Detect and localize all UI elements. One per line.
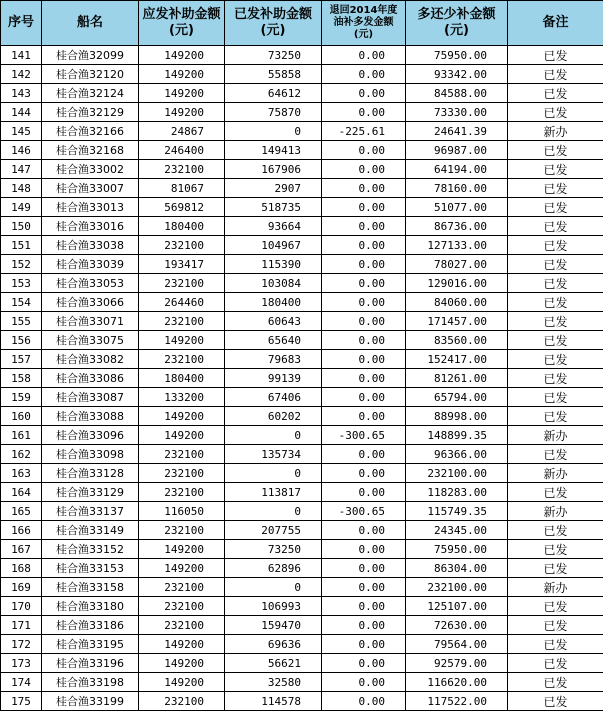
cell-index: 141 — [1, 46, 42, 65]
cell-balance: 86304.00 — [406, 559, 508, 578]
table-row — [1, 597, 603, 616]
cell-index: 154 — [1, 293, 42, 312]
cell-paid-subsidy: 55858 — [225, 65, 322, 84]
cell-due-subsidy: 232100 — [139, 483, 225, 502]
cell-paid-subsidy: 0 — [225, 464, 322, 483]
cell-note: 已发 — [508, 179, 603, 198]
cell-due-subsidy: 232100 — [139, 692, 225, 711]
cell-paid-subsidy: 114578 — [225, 692, 322, 711]
cell-note: 已发 — [508, 160, 603, 179]
cell-due-subsidy: 193417 — [139, 255, 225, 274]
header-refund-2014: 退回2014年度 油补多发金额 (元) — [322, 1, 406, 46]
cell-refund-2014: 0.00 — [322, 673, 406, 692]
cell-due-subsidy: 232100 — [139, 274, 225, 293]
cell-paid-subsidy: 60643 — [225, 312, 322, 331]
cell-due-subsidy: 24867 — [139, 122, 225, 141]
cell-ship-name: 桂合渔33082 — [42, 350, 139, 369]
cell-note: 已发 — [508, 46, 603, 65]
table-row — [1, 236, 603, 255]
cell-ship-name: 桂合渔32168 — [42, 141, 139, 160]
cell-note: 已发 — [508, 559, 603, 578]
cell-note: 已发 — [508, 521, 603, 540]
cell-balance: 51077.00 — [406, 198, 508, 217]
cell-paid-subsidy: 115390 — [225, 255, 322, 274]
cell-ship-name: 桂合渔32124 — [42, 84, 139, 103]
cell-index: 142 — [1, 65, 42, 84]
cell-ship-name: 桂合渔33088 — [42, 407, 139, 426]
cell-due-subsidy: 149200 — [139, 654, 225, 673]
table-row — [1, 540, 603, 559]
cell-refund-2014: 0.00 — [322, 103, 406, 122]
cell-balance: 72630.00 — [406, 616, 508, 635]
cell-due-subsidy: 232100 — [139, 160, 225, 179]
cell-note: 已发 — [508, 103, 603, 122]
table-row — [1, 198, 603, 217]
cell-refund-2014: -300.65 — [322, 502, 406, 521]
header-balance: 多还少补金额 (元) — [406, 1, 508, 46]
cell-ship-name: 桂合渔33053 — [42, 274, 139, 293]
cell-index: 144 — [1, 103, 42, 122]
cell-due-subsidy: 149200 — [139, 407, 225, 426]
cell-note: 已发 — [508, 274, 603, 293]
table-row — [1, 673, 603, 692]
cell-note: 新办 — [508, 578, 603, 597]
cell-ship-name: 桂合渔33039 — [42, 255, 139, 274]
cell-due-subsidy: 232100 — [139, 350, 225, 369]
cell-due-subsidy: 232100 — [139, 578, 225, 597]
cell-note: 已发 — [508, 217, 603, 236]
cell-balance: 73330.00 — [406, 103, 508, 122]
cell-due-subsidy: 149200 — [139, 65, 225, 84]
cell-refund-2014: 0.00 — [322, 445, 406, 464]
cell-balance: 96366.00 — [406, 445, 508, 464]
cell-note: 已发 — [508, 483, 603, 502]
cell-balance: 79564.00 — [406, 635, 508, 654]
header-ship-name: 船名 — [42, 1, 139, 46]
cell-index: 149 — [1, 198, 42, 217]
cell-index: 174 — [1, 673, 42, 692]
cell-due-subsidy: 149200 — [139, 635, 225, 654]
cell-refund-2014: 0.00 — [322, 540, 406, 559]
cell-index: 166 — [1, 521, 42, 540]
cell-paid-subsidy: 167906 — [225, 160, 322, 179]
cell-due-subsidy: 232100 — [139, 597, 225, 616]
cell-balance: 64194.00 — [406, 160, 508, 179]
cell-index: 147 — [1, 160, 42, 179]
cell-ship-name: 桂合渔33066 — [42, 293, 139, 312]
cell-paid-subsidy: 56621 — [225, 654, 322, 673]
cell-ship-name: 桂合渔33098 — [42, 445, 139, 464]
cell-due-subsidy: 232100 — [139, 445, 225, 464]
cell-due-subsidy: 232100 — [139, 464, 225, 483]
cell-ship-name: 桂合渔32166 — [42, 122, 139, 141]
cell-refund-2014: 0.00 — [322, 407, 406, 426]
cell-refund-2014: 0.00 — [322, 521, 406, 540]
cell-refund-2014: 0.00 — [322, 160, 406, 179]
cell-index: 160 — [1, 407, 42, 426]
cell-due-subsidy: 133200 — [139, 388, 225, 407]
cell-balance: 93342.00 — [406, 65, 508, 84]
cell-index: 151 — [1, 236, 42, 255]
cell-index: 161 — [1, 426, 42, 445]
table-row — [1, 369, 603, 388]
cell-ship-name: 桂合渔33129 — [42, 483, 139, 502]
cell-paid-subsidy: 62896 — [225, 559, 322, 578]
cell-note: 已发 — [508, 236, 603, 255]
cell-paid-subsidy: 65640 — [225, 331, 322, 350]
cell-paid-subsidy: 93664 — [225, 217, 322, 236]
cell-note: 已发 — [508, 331, 603, 350]
cell-index: 153 — [1, 274, 42, 293]
cell-due-subsidy: 81067 — [139, 179, 225, 198]
cell-ship-name: 桂合渔33180 — [42, 597, 139, 616]
cell-due-subsidy: 180400 — [139, 369, 225, 388]
cell-balance: 148899.35 — [406, 426, 508, 445]
cell-note: 新办 — [508, 426, 603, 445]
cell-paid-subsidy: 60202 — [225, 407, 322, 426]
table-row — [1, 388, 603, 407]
table-row — [1, 407, 603, 426]
cell-index: 172 — [1, 635, 42, 654]
cell-ship-name: 桂合渔33096 — [42, 426, 139, 445]
cell-paid-subsidy: 518735 — [225, 198, 322, 217]
cell-paid-subsidy: 73250 — [225, 46, 322, 65]
cell-index: 169 — [1, 578, 42, 597]
cell-ship-name: 桂合渔33199 — [42, 692, 139, 711]
cell-due-subsidy: 232100 — [139, 521, 225, 540]
cell-due-subsidy: 116050 — [139, 502, 225, 521]
cell-paid-subsidy: 106993 — [225, 597, 322, 616]
cell-note: 已发 — [508, 540, 603, 559]
cell-note: 新办 — [508, 122, 603, 141]
cell-note: 已发 — [508, 673, 603, 692]
table-row — [1, 103, 603, 122]
table-row — [1, 635, 603, 654]
cell-note: 已发 — [508, 445, 603, 464]
cell-ship-name: 桂合渔33013 — [42, 198, 139, 217]
cell-index: 158 — [1, 369, 42, 388]
table-row — [1, 502, 603, 521]
cell-index: 145 — [1, 122, 42, 141]
cell-paid-subsidy: 79683 — [225, 350, 322, 369]
table-row — [1, 426, 603, 445]
table-row — [1, 84, 603, 103]
cell-refund-2014: -225.61 — [322, 122, 406, 141]
cell-refund-2014: 0.00 — [322, 616, 406, 635]
cell-balance: 24641.39 — [406, 122, 508, 141]
cell-refund-2014: 0.00 — [322, 331, 406, 350]
cell-ship-name: 桂合渔33007 — [42, 179, 139, 198]
cell-ship-name: 桂合渔33128 — [42, 464, 139, 483]
cell-index: 167 — [1, 540, 42, 559]
table-row — [1, 46, 603, 65]
header-due-subsidy: 应发补助金额 (元) — [139, 1, 225, 46]
cell-note: 已发 — [508, 597, 603, 616]
cell-ship-name: 桂合渔33071 — [42, 312, 139, 331]
table-header — [1, 1, 603, 46]
cell-due-subsidy: 149200 — [139, 84, 225, 103]
cell-balance: 118283.00 — [406, 483, 508, 502]
cell-balance: 84588.00 — [406, 84, 508, 103]
cell-paid-subsidy: 135734 — [225, 445, 322, 464]
cell-note: 已发 — [508, 293, 603, 312]
cell-refund-2014: 0.00 — [322, 65, 406, 84]
table-row — [1, 312, 603, 331]
cell-refund-2014: 0.00 — [322, 274, 406, 293]
cell-ship-name: 桂合渔33158 — [42, 578, 139, 597]
table-body — [1, 46, 603, 711]
cell-refund-2014: 0.00 — [322, 293, 406, 312]
cell-paid-subsidy: 64612 — [225, 84, 322, 103]
cell-paid-subsidy: 73250 — [225, 540, 322, 559]
cell-note: 已发 — [508, 350, 603, 369]
cell-refund-2014: 0.00 — [322, 464, 406, 483]
cell-index: 171 — [1, 616, 42, 635]
cell-balance: 232100.00 — [406, 578, 508, 597]
cell-index: 150 — [1, 217, 42, 236]
cell-index: 162 — [1, 445, 42, 464]
header-row — [1, 1, 603, 46]
cell-note: 已发 — [508, 198, 603, 217]
cell-refund-2014: 0.00 — [322, 236, 406, 255]
cell-ship-name: 桂合渔33087 — [42, 388, 139, 407]
cell-refund-2014: 0.00 — [322, 198, 406, 217]
cell-paid-subsidy: 99139 — [225, 369, 322, 388]
cell-ship-name: 桂合渔32129 — [42, 103, 139, 122]
cell-paid-subsidy: 104967 — [225, 236, 322, 255]
cell-balance: 65794.00 — [406, 388, 508, 407]
cell-index: 159 — [1, 388, 42, 407]
cell-paid-subsidy: 67406 — [225, 388, 322, 407]
cell-note: 已发 — [508, 141, 603, 160]
cell-balance: 129016.00 — [406, 274, 508, 293]
cell-ship-name: 桂合渔33153 — [42, 559, 139, 578]
table-row — [1, 331, 603, 350]
cell-note: 已发 — [508, 635, 603, 654]
cell-balance: 86736.00 — [406, 217, 508, 236]
cell-index: 146 — [1, 141, 42, 160]
cell-index: 164 — [1, 483, 42, 502]
table-row — [1, 559, 603, 578]
cell-ship-name: 桂合渔33152 — [42, 540, 139, 559]
cell-ship-name: 桂合渔33038 — [42, 236, 139, 255]
cell-balance: 78160.00 — [406, 179, 508, 198]
cell-ship-name: 桂合渔33137 — [42, 502, 139, 521]
cell-balance: 115749.35 — [406, 502, 508, 521]
cell-note: 已发 — [508, 692, 603, 711]
cell-note: 已发 — [508, 388, 603, 407]
cell-ship-name: 桂合渔33086 — [42, 369, 139, 388]
cell-index: 148 — [1, 179, 42, 198]
cell-refund-2014: 0.00 — [322, 654, 406, 673]
table-row — [1, 654, 603, 673]
cell-balance: 88998.00 — [406, 407, 508, 426]
cell-index: 156 — [1, 331, 42, 350]
header-note: 备注 — [508, 1, 603, 46]
cell-refund-2014: 0.00 — [322, 255, 406, 274]
cell-due-subsidy: 180400 — [139, 217, 225, 236]
table-row — [1, 179, 603, 198]
cell-paid-subsidy: 32580 — [225, 673, 322, 692]
cell-refund-2014: 0.00 — [322, 578, 406, 597]
cell-refund-2014: 0.00 — [322, 217, 406, 236]
cell-ship-name: 桂合渔32120 — [42, 65, 139, 84]
cell-index: 175 — [1, 692, 42, 711]
cell-balance: 96987.00 — [406, 141, 508, 160]
cell-index: 163 — [1, 464, 42, 483]
cell-paid-subsidy: 2907 — [225, 179, 322, 198]
cell-index: 165 — [1, 502, 42, 521]
cell-balance: 117522.00 — [406, 692, 508, 711]
cell-due-subsidy: 232100 — [139, 236, 225, 255]
cell-ship-name: 桂合渔33002 — [42, 160, 139, 179]
cell-due-subsidy: 149200 — [139, 540, 225, 559]
cell-ship-name: 桂合渔33075 — [42, 331, 139, 350]
cell-paid-subsidy: 207755 — [225, 521, 322, 540]
cell-note: 已发 — [508, 65, 603, 84]
cell-balance: 171457.00 — [406, 312, 508, 331]
cell-note: 已发 — [508, 407, 603, 426]
table-row — [1, 616, 603, 635]
table-row — [1, 274, 603, 293]
cell-refund-2014: 0.00 — [322, 388, 406, 407]
cell-ship-name: 桂合渔33149 — [42, 521, 139, 540]
cell-due-subsidy: 569812 — [139, 198, 225, 217]
cell-due-subsidy: 149200 — [139, 673, 225, 692]
cell-balance: 75950.00 — [406, 540, 508, 559]
cell-due-subsidy: 149200 — [139, 559, 225, 578]
cell-paid-subsidy: 149413 — [225, 141, 322, 160]
cell-ship-name: 桂合渔33196 — [42, 654, 139, 673]
cell-ship-name: 桂合渔33195 — [42, 635, 139, 654]
cell-refund-2014: -300.65 — [322, 426, 406, 445]
cell-paid-subsidy: 0 — [225, 502, 322, 521]
cell-due-subsidy: 232100 — [139, 312, 225, 331]
cell-due-subsidy: 149200 — [139, 46, 225, 65]
table-row — [1, 578, 603, 597]
cell-balance: 92579.00 — [406, 654, 508, 673]
table-row — [1, 160, 603, 179]
cell-balance: 78027.00 — [406, 255, 508, 274]
cell-balance: 152417.00 — [406, 350, 508, 369]
cell-note: 已发 — [508, 654, 603, 673]
table-row — [1, 464, 603, 483]
cell-refund-2014: 0.00 — [322, 559, 406, 578]
table-row — [1, 141, 603, 160]
cell-index: 143 — [1, 84, 42, 103]
cell-note: 新办 — [508, 464, 603, 483]
cell-index: 170 — [1, 597, 42, 616]
cell-refund-2014: 0.00 — [322, 179, 406, 198]
table-row — [1, 521, 603, 540]
cell-balance: 75950.00 — [406, 46, 508, 65]
cell-refund-2014: 0.00 — [322, 46, 406, 65]
cell-balance: 125107.00 — [406, 597, 508, 616]
table-row — [1, 445, 603, 464]
table-row — [1, 255, 603, 274]
table-row — [1, 65, 603, 84]
cell-due-subsidy: 149200 — [139, 103, 225, 122]
cell-note: 新办 — [508, 502, 603, 521]
table-row — [1, 122, 603, 141]
cell-index: 168 — [1, 559, 42, 578]
cell-refund-2014: 0.00 — [322, 692, 406, 711]
cell-balance: 81261.00 — [406, 369, 508, 388]
cell-refund-2014: 0.00 — [322, 635, 406, 654]
cell-paid-subsidy: 75870 — [225, 103, 322, 122]
cell-paid-subsidy: 0 — [225, 122, 322, 141]
cell-note: 已发 — [508, 312, 603, 331]
cell-ship-name: 桂合渔32099 — [42, 46, 139, 65]
table-row — [1, 483, 603, 502]
cell-paid-subsidy: 113817 — [225, 483, 322, 502]
cell-balance: 116620.00 — [406, 673, 508, 692]
cell-refund-2014: 0.00 — [322, 350, 406, 369]
cell-due-subsidy: 264460 — [139, 293, 225, 312]
cell-ship-name: 桂合渔33186 — [42, 616, 139, 635]
cell-note: 已发 — [508, 369, 603, 388]
cell-balance: 24345.00 — [406, 521, 508, 540]
cell-note: 已发 — [508, 255, 603, 274]
cell-index: 173 — [1, 654, 42, 673]
cell-due-subsidy: 149200 — [139, 426, 225, 445]
cell-index: 152 — [1, 255, 42, 274]
cell-paid-subsidy: 103084 — [225, 274, 322, 293]
table-row — [1, 217, 603, 236]
cell-due-subsidy: 246400 — [139, 141, 225, 160]
cell-paid-subsidy: 69636 — [225, 635, 322, 654]
cell-due-subsidy: 232100 — [139, 616, 225, 635]
cell-paid-subsidy: 0 — [225, 578, 322, 597]
table-row — [1, 692, 603, 711]
cell-refund-2014: 0.00 — [322, 84, 406, 103]
cell-refund-2014: 0.00 — [322, 483, 406, 502]
cell-index: 157 — [1, 350, 42, 369]
cell-balance: 84060.00 — [406, 293, 508, 312]
cell-note: 已发 — [508, 84, 603, 103]
table-row — [1, 293, 603, 312]
cell-ship-name: 桂合渔33198 — [42, 673, 139, 692]
cell-ship-name: 桂合渔33016 — [42, 217, 139, 236]
cell-paid-subsidy: 0 — [225, 426, 322, 445]
cell-due-subsidy: 149200 — [139, 331, 225, 350]
cell-balance: 127133.00 — [406, 236, 508, 255]
cell-paid-subsidy: 180400 — [225, 293, 322, 312]
header-index: 序号 — [1, 1, 42, 46]
cell-refund-2014: 0.00 — [322, 312, 406, 331]
cell-refund-2014: 0.00 — [322, 141, 406, 160]
cell-balance: 83560.00 — [406, 331, 508, 350]
table-row — [1, 350, 603, 369]
cell-balance: 232100.00 — [406, 464, 508, 483]
cell-refund-2014: 0.00 — [322, 597, 406, 616]
header-paid-subsidy: 已发补助金额 (元) — [225, 1, 322, 46]
cell-paid-subsidy: 159470 — [225, 616, 322, 635]
cell-note: 已发 — [508, 616, 603, 635]
cell-refund-2014: 0.00 — [322, 369, 406, 388]
cell-index: 155 — [1, 312, 42, 331]
